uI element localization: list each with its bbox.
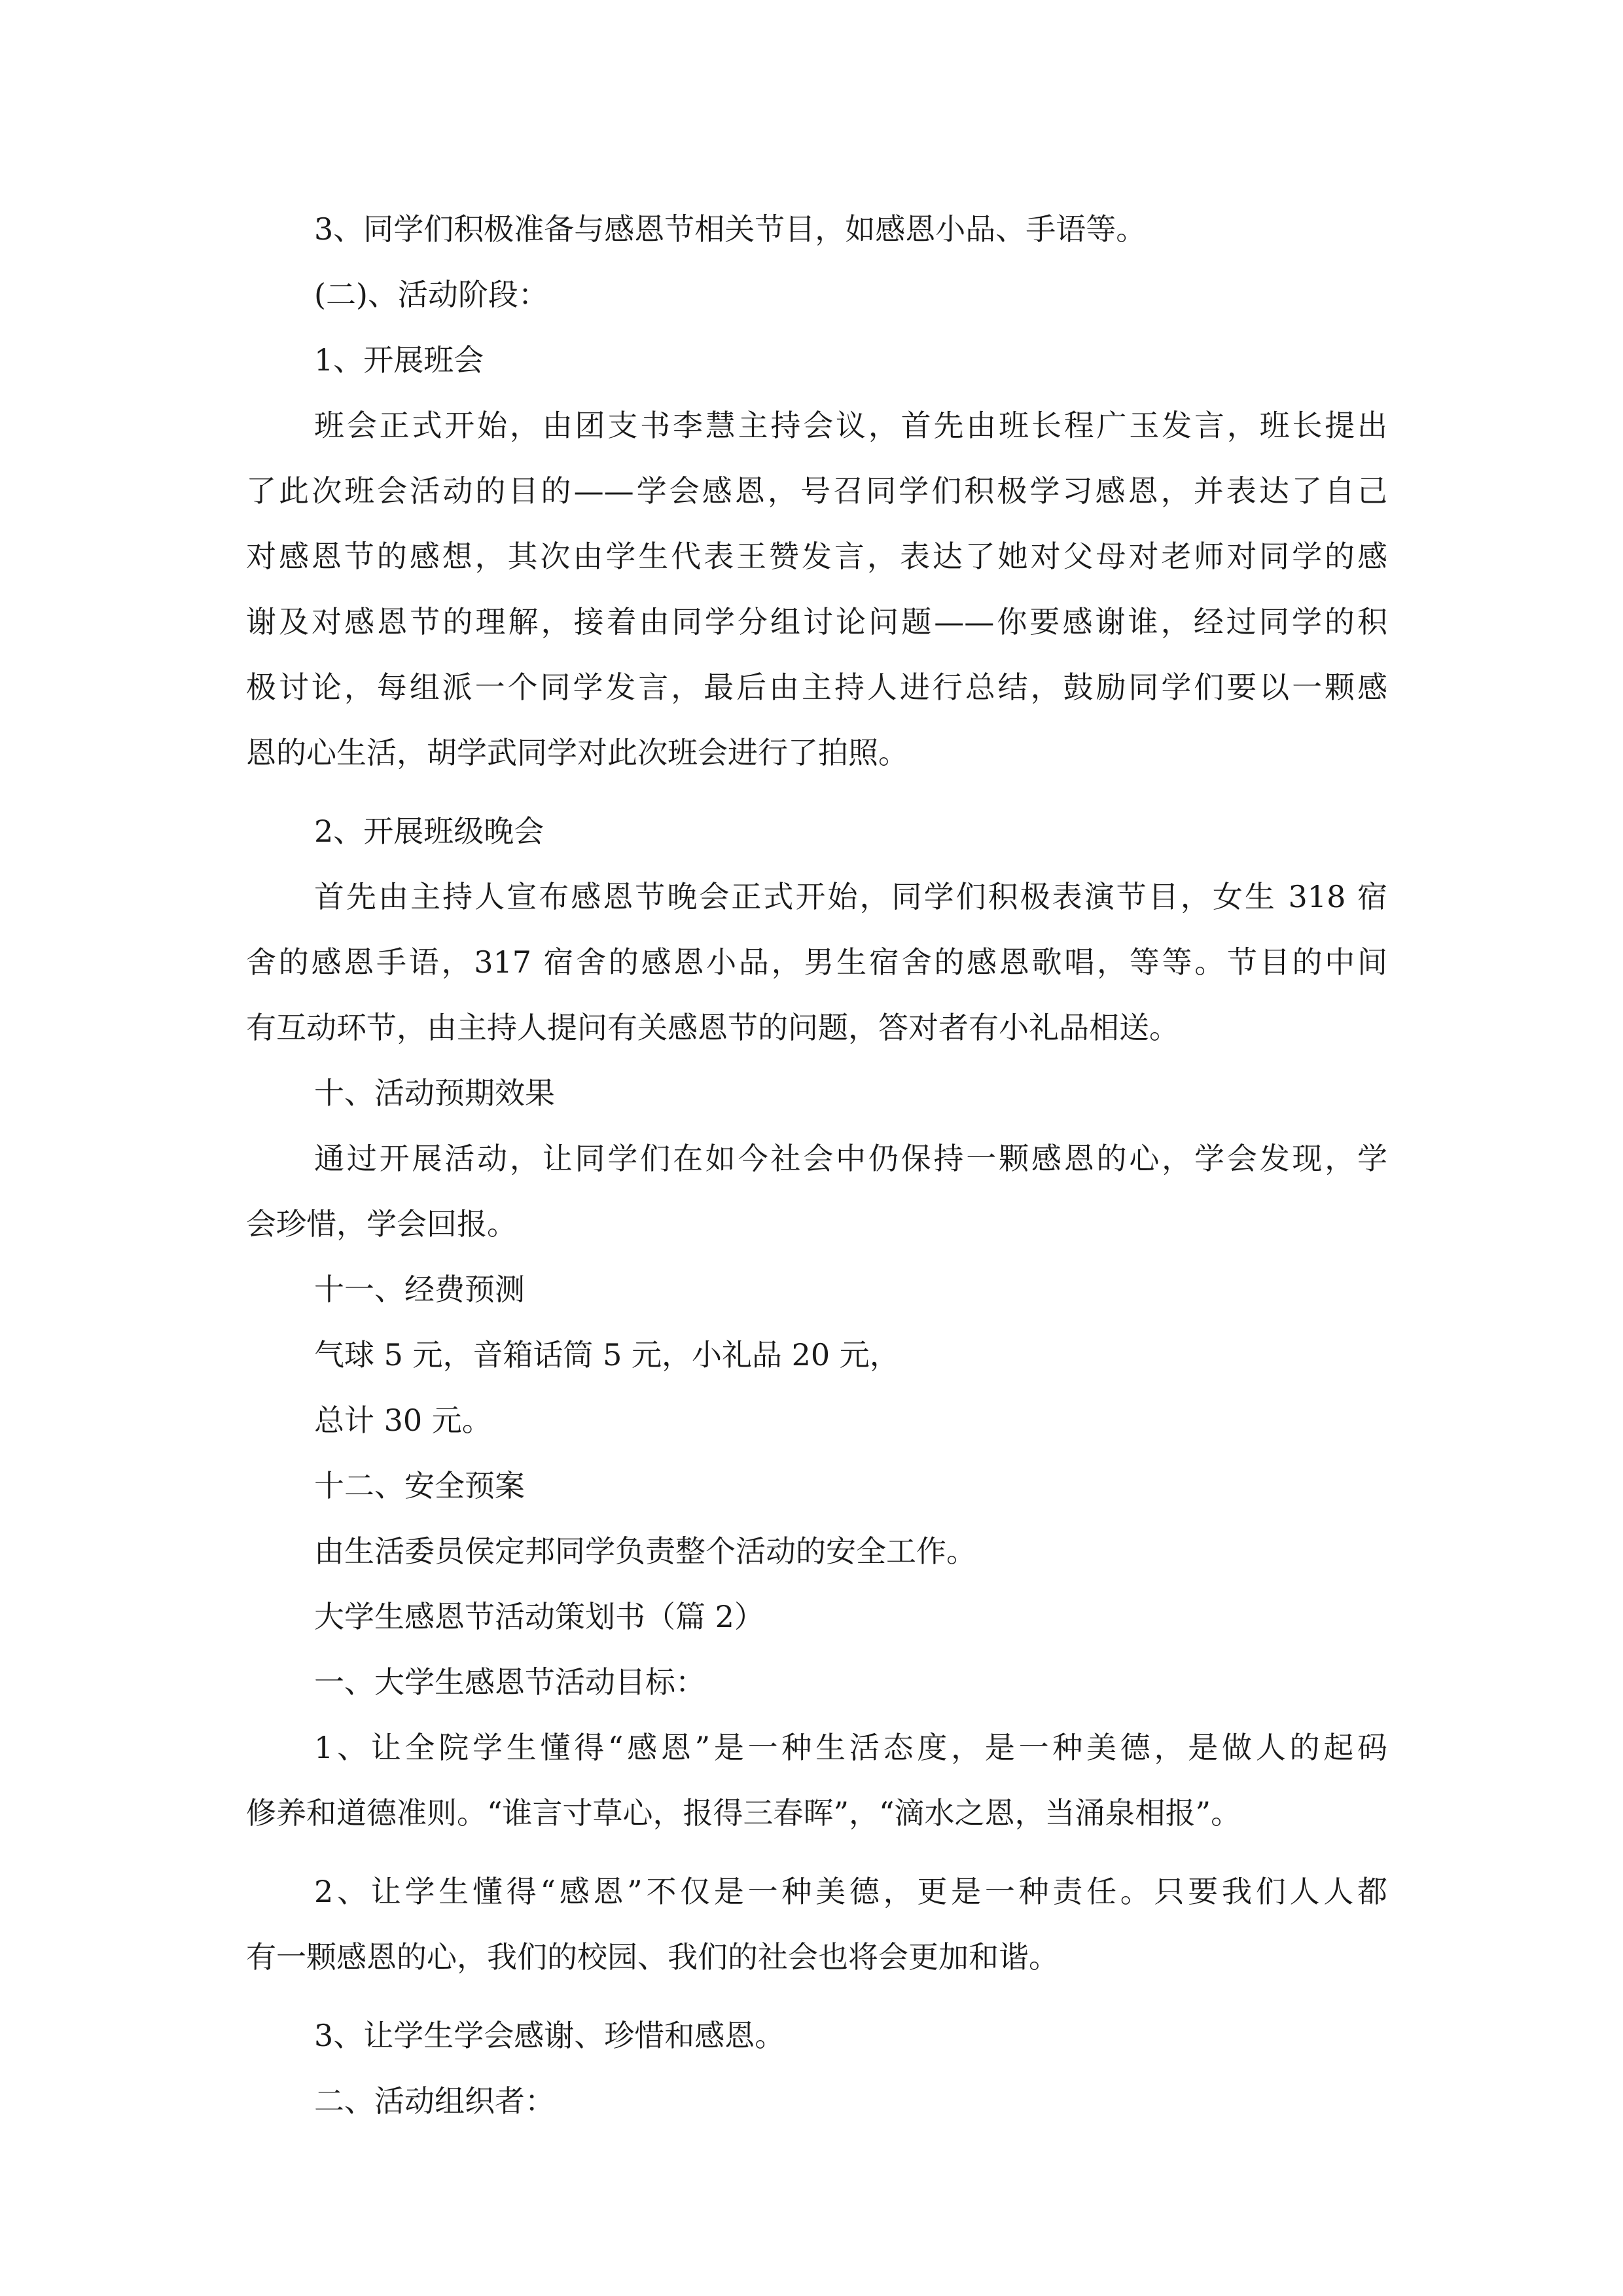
text-line: 3、同学们积极准备与感恩节相关节目，如感恩小品、手语等。 <box>314 211 1147 247</box>
subsection-heading: 1、开展班会 <box>314 342 484 378</box>
paragraph-line: 谢及对感恩节的理解，接着由同学分组讨论问题——你要感谢谁，经过同学的积 <box>246 604 1387 639</box>
section-heading: (二)、活动阶段： <box>314 277 548 312</box>
subsection-heading: 2、开展班级晚会 <box>314 814 544 849</box>
paragraph-line: 极讨论，每组派一个同学发言，最后由主持人进行总结，鼓励同学们要以一颗感 <box>246 670 1387 705</box>
document-body <box>246 196 1387 2134</box>
paragraph-line: 1、让全院学生懂得“感恩”是一种生活态度，是一种美德，是做人的起码 <box>314 1730 1387 1765</box>
paragraph-line: 有一颗感恩的心，我们的校园、我们的社会也将会更加和谐。 <box>246 1939 1059 1975</box>
paragraph-line: 恩的心生活，胡学武同学对此次班会进行了拍照。 <box>246 735 908 770</box>
document-subtitle: 大学生感恩节活动策划书（篇 2） <box>314 1599 764 1634</box>
section-heading: 十二、安全预案 <box>314 1468 525 1503</box>
section-heading: 十、活动预期效果 <box>314 1075 555 1111</box>
paragraph-line: 修养和道德准则。“谁言寸草心，报得三春晖”，“滴水之恩，当涌泉相报”。 <box>246 1795 1241 1831</box>
text-line: 3、让学生学会感谢、珍惜和感恩。 <box>314 2018 785 2053</box>
paragraph-line: 有互动环节，由主持人提问有关感恩节的问题，答对者有小礼品相送。 <box>246 1010 1179 1045</box>
paragraph-line: 会珍惜，学会回报。 <box>246 1206 517 1242</box>
paragraph-line: 首先由主持人宣布感恩节晚会正式开始，同学们积极表演节目，女生 318 宿 <box>314 879 1387 914</box>
paragraph-line: 舍的感恩手语，317 宿舍的感恩小品，男生宿舍的感恩歌唱，等等。节目的中间 <box>246 944 1387 980</box>
section-heading: 二、活动组织者： <box>314 2083 555 2119</box>
paragraph-line: 对感恩节的感想，其次由学生代表王赞发言，表达了她对父母对老师对同学的感 <box>246 539 1387 574</box>
text-line: 总计 30 元。 <box>314 1403 492 1438</box>
text-line: 气球 5 元，音箱话筒 5 元，小礼品 20 元， <box>314 1337 900 1372</box>
section-heading: 十一、经费预测 <box>314 1272 525 1307</box>
paragraph-line: 了此次班会活动的目的——学会感恩，号召同学们积极学习感恩，并表达了自己 <box>246 473 1387 509</box>
section-heading: 一、大学生感恩节活动目标： <box>314 1664 705 1700</box>
text-line: 由生活委员侯定邦同学负责整个活动的安全工作。 <box>314 1534 976 1569</box>
paragraph-line: 班会正式开始，由团支书李慧主持会议，首先由班长程广玉发言，班长提出 <box>314 408 1387 443</box>
paragraph-line: 通过开展活动，让同学们在如今社会中仍保持一颗感恩的心，学会发现，学 <box>314 1141 1387 1176</box>
paragraph-line: 2、让学生懂得“感恩”不仅是一种美德，更是一种责任。只要我们人人都 <box>314 1874 1387 1909</box>
